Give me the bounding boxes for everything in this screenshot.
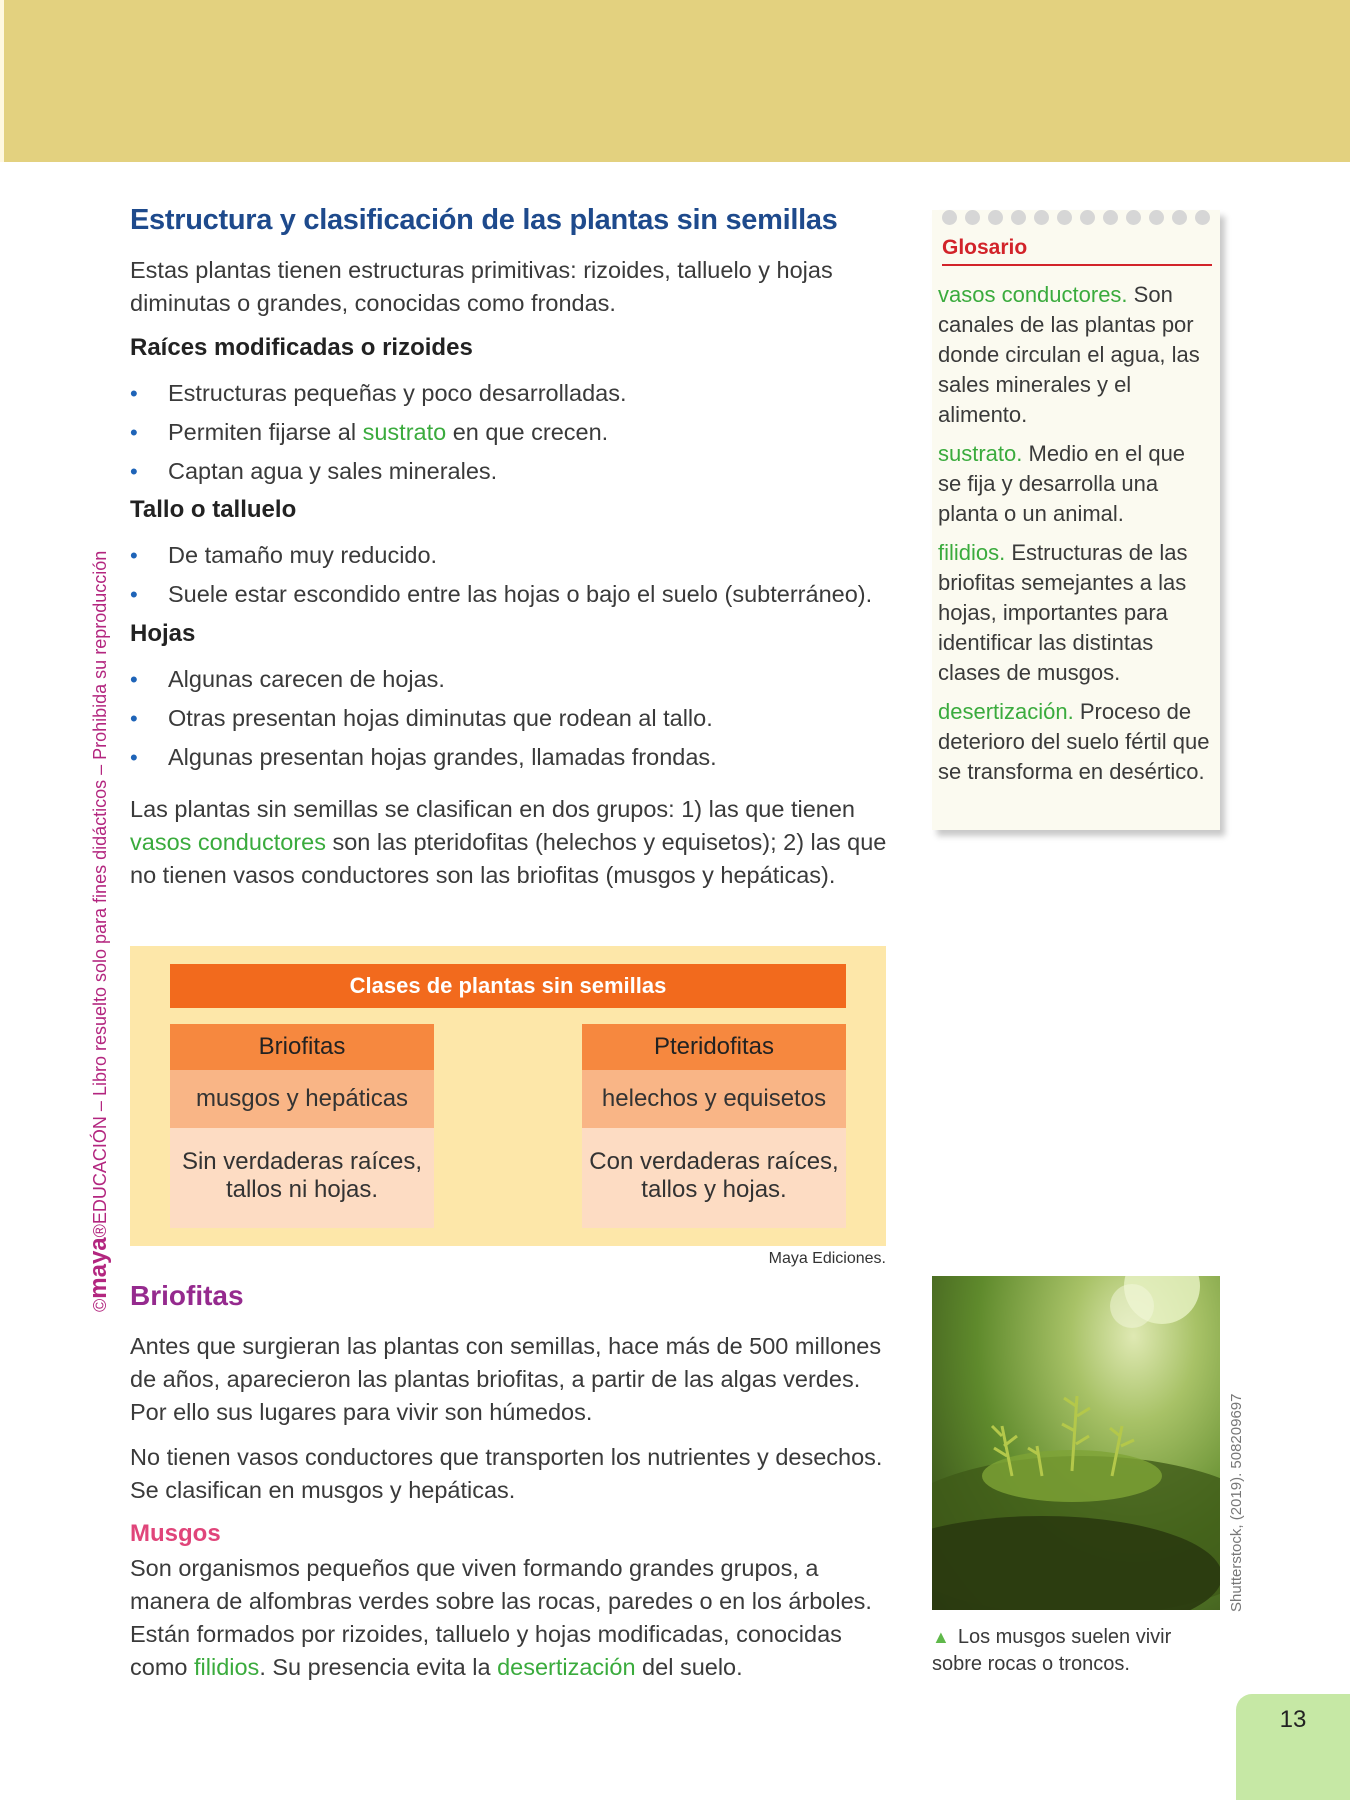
term-sustrato: sustrato <box>362 419 447 445</box>
list-item: • Estructuras pequeñas y poco desarrolladas. <box>130 374 900 413</box>
classification-diagram <box>130 946 886 1246</box>
pteridofitas-name: Pteridofitas <box>582 1024 846 1070</box>
pteridofitas-column <box>582 1024 846 1228</box>
maya-logo-text: maya <box>85 1237 112 1299</box>
diagram-credit: Maya Ediciones. <box>768 1250 886 1267</box>
musgos-paragraph: Son organismos pequeños que viven formando grandes grupos, a manera de alfombras verdes sobre las rocas, paredes o en los árboles. Están formados por rizoides, talluelo y hojas modificadas, conocidas como filidios. Su presencia evita la desertización del suelo. <box>130 1555 872 1680</box>
term-desertizacion: desertización <box>497 1654 636 1680</box>
glossary-entries <box>938 280 1214 796</box>
heading-tallo: Tallo o talluelo <box>130 496 297 523</box>
glossary-entry: vasos conductores. Son canales de las plantas por donde circulan el agua, las sales minerales y el alimento. <box>938 282 1200 427</box>
briofitas-examples: musgos y hepáticas <box>170 1070 434 1128</box>
glossary-entry: filidios. Estructuras de las briofitas semejantes a las hojas, importantes para identificar las distintas clases de musgos. <box>938 540 1188 685</box>
briofitas-description: Sin verdaderas raíces, tallos ni hojas. <box>170 1128 434 1228</box>
briofitas-paragraph-2: No tienen vasos conductores que transporten los nutrientes y desechos. Se clasifican en musgos y hepáticas. <box>130 1444 883 1503</box>
heading-hojas: Hojas <box>130 620 196 647</box>
triangle-icon: ▲ <box>932 1627 950 1647</box>
glossary-box <box>932 210 1220 830</box>
photo-caption: ▲ Los musgos suelen vivir sobre rocas o troncos. <box>932 1626 1172 1675</box>
intro-paragraph: Estas plantas tienen estructuras primitivas: rizoides, talluelo y hojas diminutas o grandes, conocidas como frondas. <box>130 257 833 316</box>
photo-credit: Shutterstock, (2019). 508209697 <box>1228 1393 1245 1612</box>
glossary-entry: desertización. Proceso de deterioro del suelo fértil que se transforma en desértico. <box>938 699 1210 784</box>
section-title: Estructura y clasificación de las plantas sin semillas <box>130 204 838 236</box>
list-item: • Permiten fijarse al sustrato en que crecen. <box>130 413 900 452</box>
list-rizoides <box>130 374 900 491</box>
heading-rizoides: Raíces modificadas o rizoides <box>130 334 473 361</box>
notebook-rings <box>942 210 1212 226</box>
copyright-side-text: ©maya®EDUCACIÓN – Libro resuelto solo para fines didácticos – Prohibida su reproducción <box>85 550 112 1312</box>
pteridofitas-examples: helechos y equisetos <box>582 1070 846 1128</box>
header-band <box>0 0 1350 162</box>
briofitas-name: Briofitas <box>170 1024 434 1070</box>
briofitas-paragraph-1: Antes que surgieran las plantas con semillas, hace más de 500 millones de años, aparecieron las plantas briofitas, a partir de las algas verdes. Por ello sus lugares para vivir son húmedos. <box>130 1333 882 1425</box>
list-item: • Captan agua y sales minerales. <box>130 452 900 491</box>
list-tallo <box>130 536 900 614</box>
moss-illustration <box>932 1276 1220 1610</box>
page-number: 13 <box>1236 1694 1350 1800</box>
classification-paragraph: Las plantas sin semillas se clasifican en dos grupos: 1) las que tienen vasos conductores son las pteridofitas (helechos y equisetos); 2) las que no tienen vasos conductores son las briofitas (musgos y hepáticas). <box>130 796 887 888</box>
musgos-heading: Musgos <box>130 1520 221 1547</box>
list-item: • Algunas carecen de hojas. <box>130 660 900 699</box>
glossary-entry: sustrato. Medio en el que se fija y desarrolla una planta o un animal. <box>938 441 1186 526</box>
pteridofitas-description: Con verdaderas raíces, tallos y hojas. <box>582 1128 846 1228</box>
term-filidios: filidios <box>194 1654 260 1680</box>
briofitas-column <box>170 1024 434 1228</box>
list-item: • De tamaño muy reducido. <box>130 536 900 575</box>
list-item: • Suele estar escondido entre las hojas o bajo el suelo (subterráneo). <box>130 575 900 614</box>
list-item: • Otras presentan hojas diminutas que rodean al tallo. <box>130 699 900 738</box>
glossary-title: Glosario <box>942 236 1212 266</box>
list-hojas <box>130 660 900 777</box>
term-vasos-conductores: vasos conductores <box>130 829 326 855</box>
list-item: • Algunas presentan hojas grandes, llamadas frondas. <box>130 738 900 777</box>
briofitas-heading: Briofitas <box>130 1280 244 1311</box>
diagram-title: Clases de plantas sin semillas <box>170 964 846 1008</box>
moss-photo <box>932 1276 1220 1610</box>
